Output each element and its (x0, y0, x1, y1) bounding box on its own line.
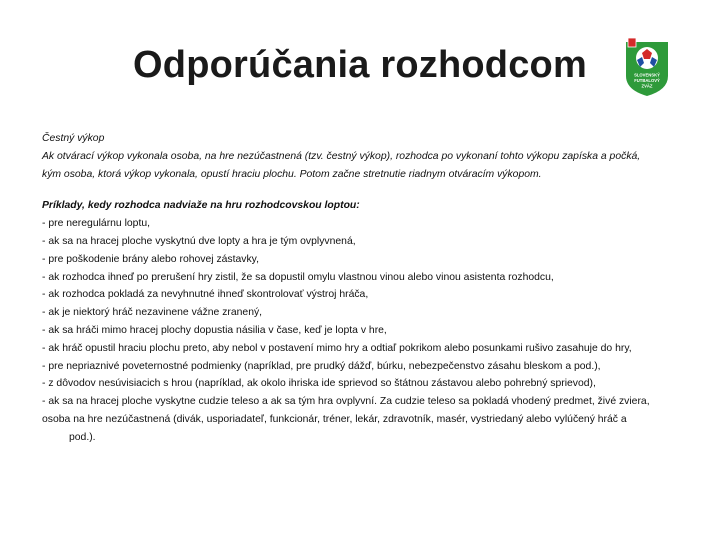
list-item: - pre poškodenie brány alebo rohovej zástavky, (42, 253, 259, 265)
logo-text-1: SLOVENSKÝ (634, 72, 660, 78)
logo-text-2: FUTBALOVÝ (634, 78, 660, 83)
section1-line-1: Ak otvárací výkop vykonala osoba, na hre nezúčastnená (tzv. čestný výkop), rozhodca po vykonaní tohto výkopu zapíska a počká, (42, 150, 641, 162)
sfz-logo (623, 36, 671, 98)
list-item: - ak sa na hracej ploche vyskytne cudzie teleso a ak sa tým hra ovplyvní. Za cudzie teleso sa pokladá vhodený predmet, živé zviera, (42, 396, 650, 408)
section1-line-2: kým osoba, ktorá výkop vykonala, opustí hraciu plochu. Potom začne stretnutie riadnym otváracím výkopom. (42, 168, 542, 180)
list-item: - ak sa hráči mimo hracej plochy dopustia násilia v čase, keď je lopta v hre, (42, 324, 387, 336)
list-item: - ak sa na hracej ploche vyskytnú dve lopty a hra je tým ovplyvnená, (42, 235, 356, 247)
section2-heading: Príklady, kedy rozhodca nadviaže na hru rozhodcovskou loptou: (42, 200, 360, 212)
logo-text-3: ZVÄZ (641, 83, 653, 89)
list-item-continuation: osoba na hre nezúčastnená (divák, usporiadateľ, funkcionár, tréner, lekár, zdravotník, masér, vystriedaný alebo vylúčený hráč a (42, 413, 627, 425)
section1-heading: Čestný výkop (42, 133, 105, 144)
content-body (42, 130, 682, 447)
page-title: Odporúčania rozhodcom (133, 44, 587, 86)
list-item: - z dôvodov nesúvisiacich s hrou (napríklad, ak okolo ihriska ide sprievod so štátnou zástavou alebo pohrebný sprievod), (42, 378, 596, 390)
list-item: - ak je niektorý hráč nezavinene vážne zranený, (42, 307, 263, 319)
list-item: - ak rozhodca pokladá za nevyhnutné ihneď skontrolovať výstroj hráča, (42, 289, 369, 301)
list-item: - ak rozhodca ihneď po prerušení hry zistil, že sa dopustil omylu vlastnou vinou alebo vinou asistenta rozhodcu, (42, 271, 554, 283)
list-item: - pre nepriaznivé poveternostné podmienky (napríklad, pre prudký dážď, búrku, nebezpečenstvo zásahu bleskom a pod.), (42, 360, 601, 372)
list-item: - pre neregulárnu loptu, (42, 218, 151, 230)
list-item-continuation: pod.). (69, 431, 96, 443)
logo-flag (628, 38, 636, 47)
list-item: - ak hráč opustil hraciu plochu preto, aby nebol v postavení mimo hry a odtiaľ pokrikom alebo posunkami rušivo zasahuje do hry, (42, 342, 632, 354)
